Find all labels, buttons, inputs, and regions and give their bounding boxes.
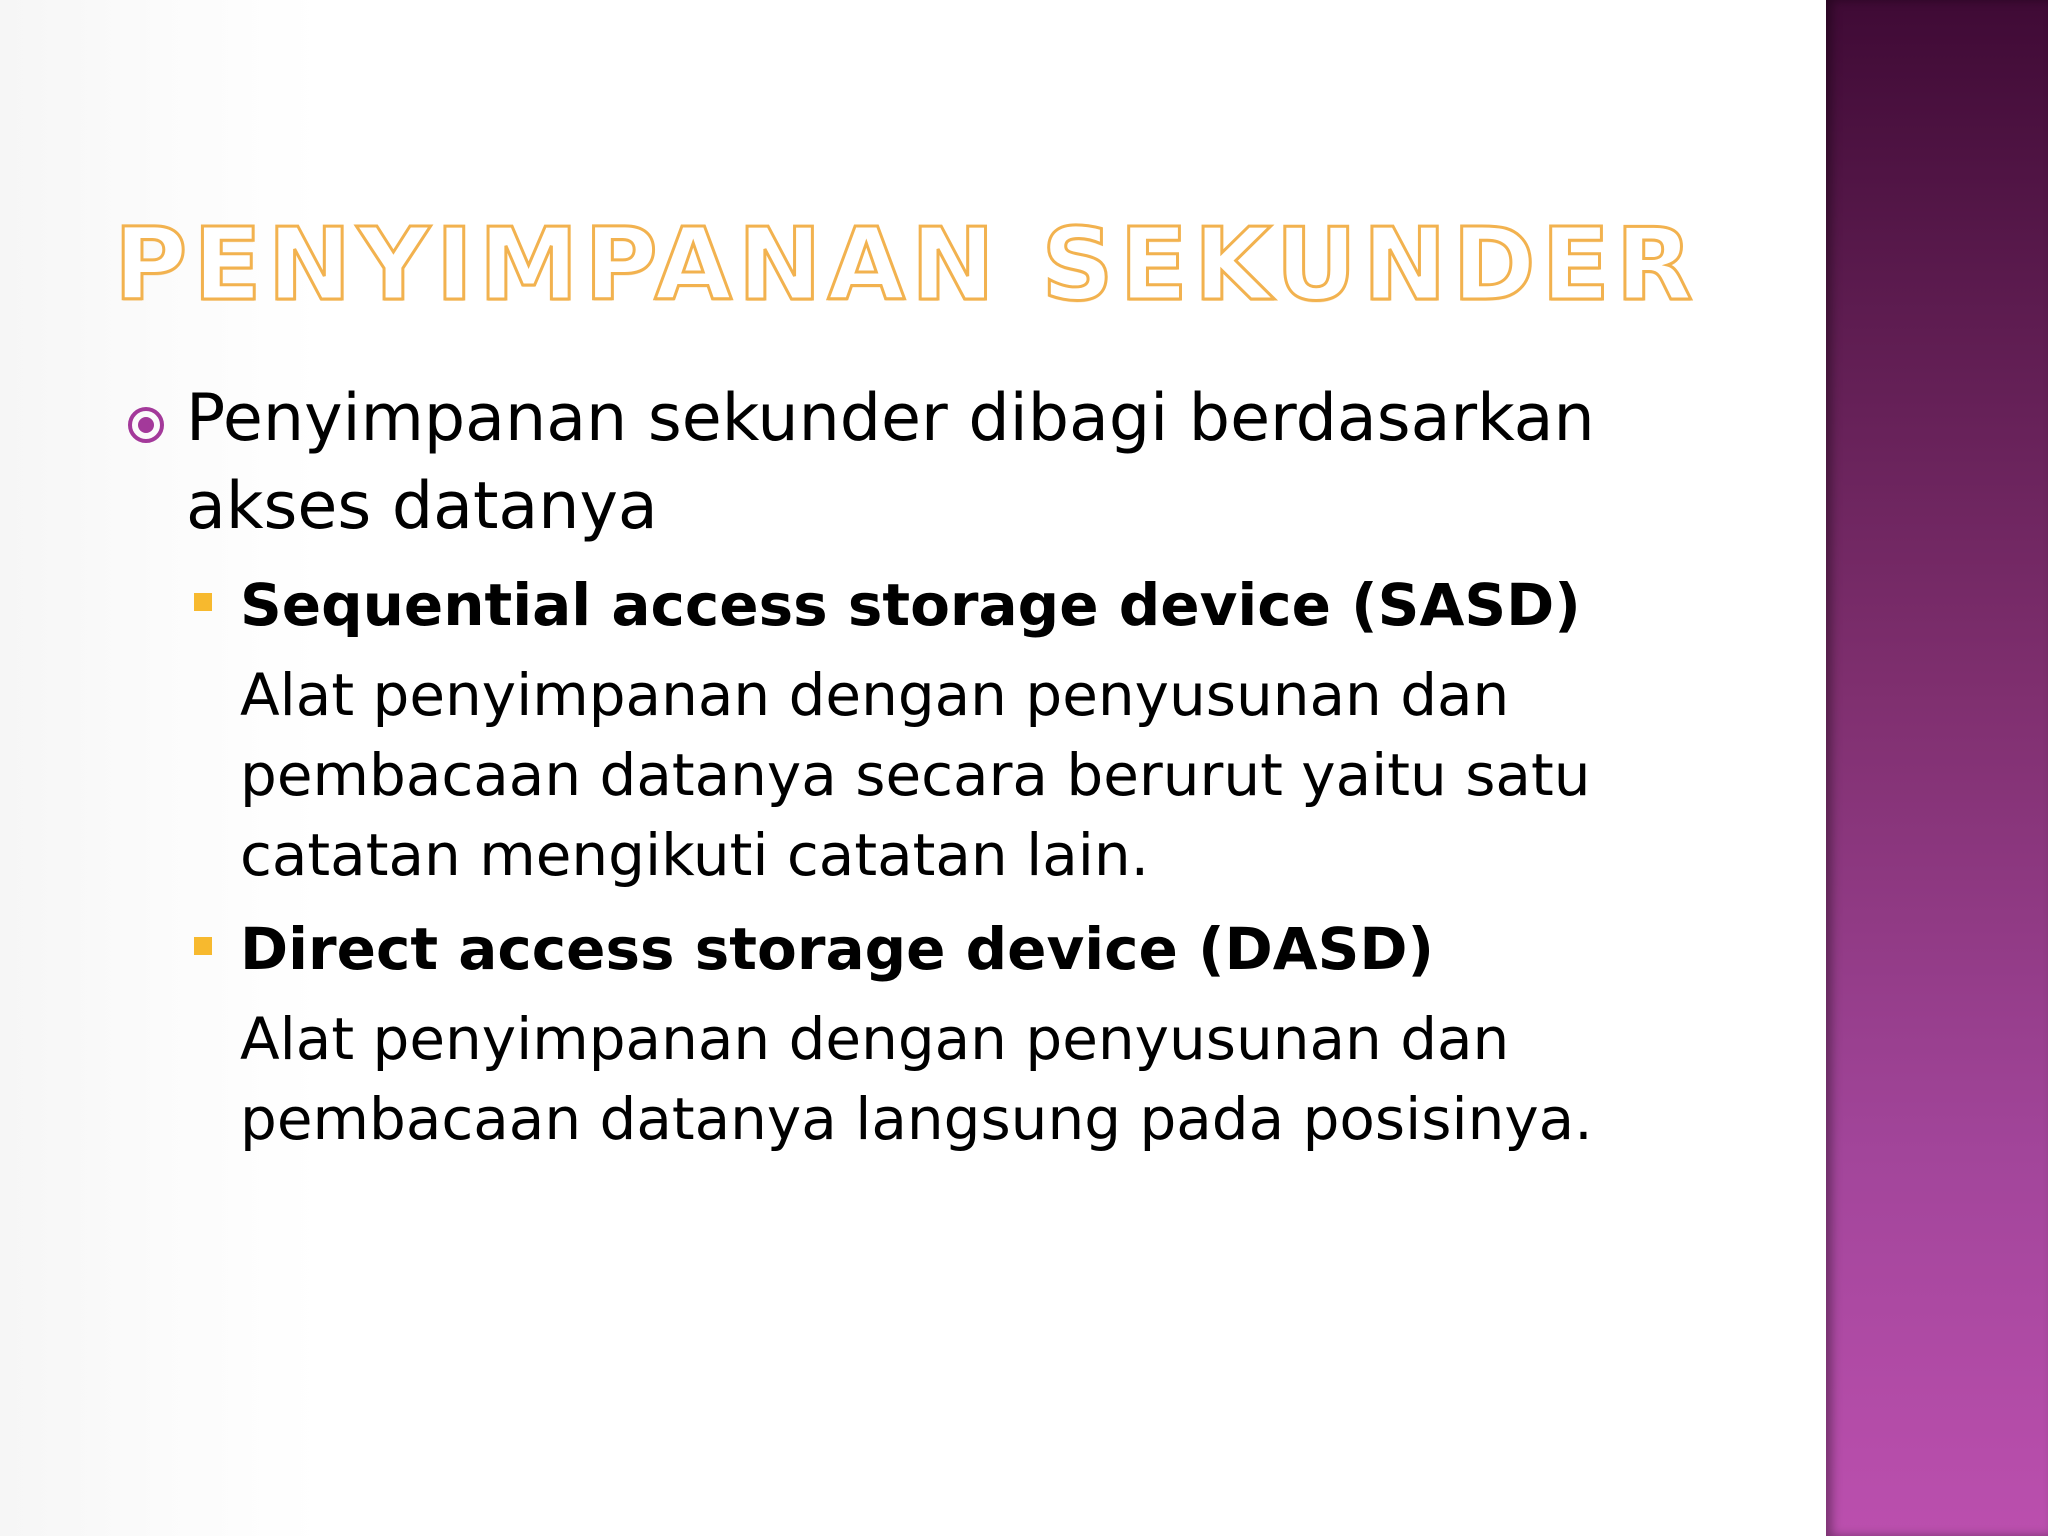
- sub-bullet-description: Alat penyimpanan dengan penyusunan dan pembacaan datanya langsung pada posisinya.: [240, 1005, 1593, 1153]
- sub-bullet-heading: Sequential access storage device (SASD): [240, 571, 1581, 639]
- sub-bullet-dasd: [186, 909, 1786, 1159]
- sub-bullet-heading: Direct access storage device (DASD): [240, 915, 1435, 983]
- square-icon: [194, 593, 212, 611]
- slide-title: PENYIMPANAN SEKUNDER: [114, 206, 1699, 323]
- target-icon: [126, 405, 166, 445]
- square-icon: [194, 937, 212, 955]
- sub-bullet-sasd: [186, 565, 1786, 895]
- main-bullet-text: Penyimpanan sekunder dibagi berdasarkan akses datanya: [186, 381, 1595, 544]
- decorative-side-panel: [1826, 0, 2048, 1536]
- sub-bullet-description: Alat penyimpanan dengan penyusunan dan pembacaan datanya secara berurut yaitu satu catatan mengikuti catatan lain.: [240, 661, 1591, 889]
- main-bullet: [126, 375, 1766, 551]
